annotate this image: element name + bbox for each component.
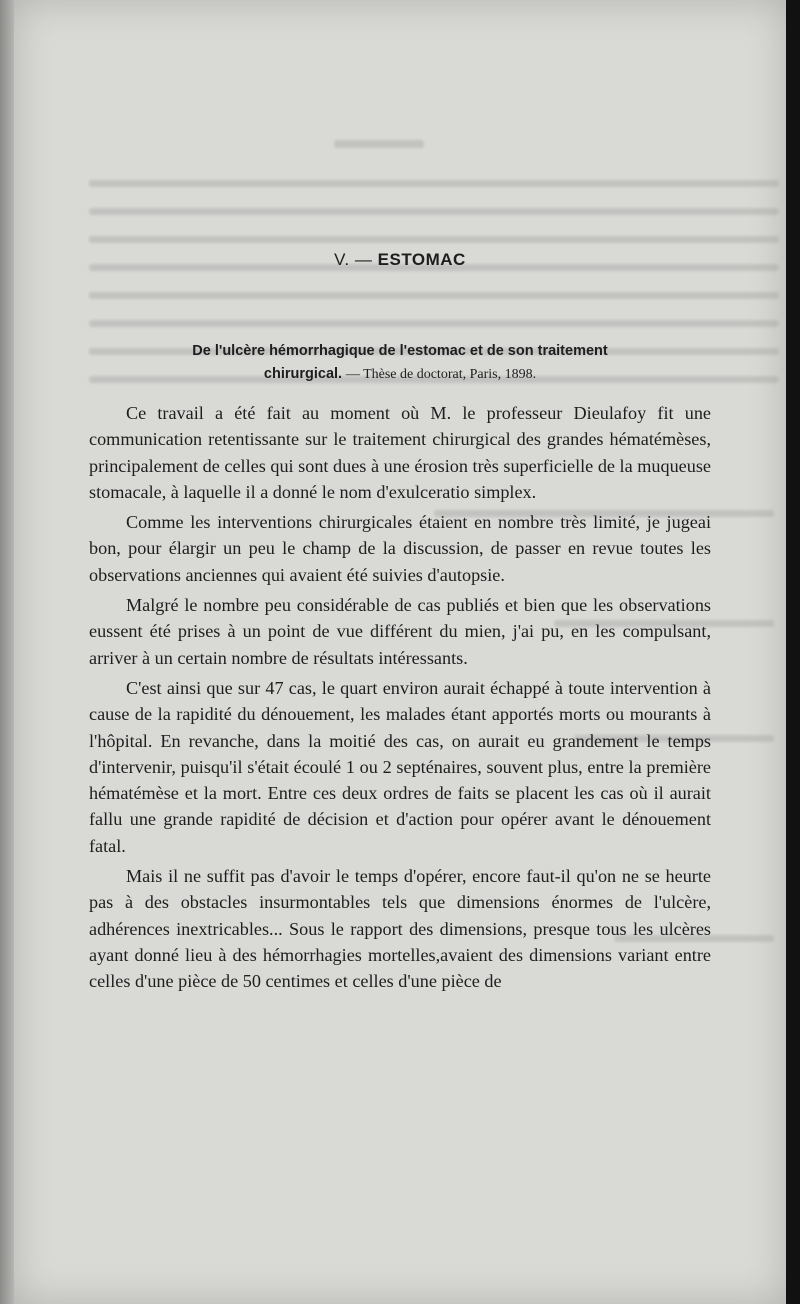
section-number: V. [334,250,350,269]
bibliographic-reference [89,340,711,386]
reference-title-line1: De l'ulcère hémorrhagique de l'estomac et de son traitement [192,343,608,359]
document-page [14,0,786,1304]
reference-title-line2: chirurgical. [263,366,343,382]
paragraph: Mais il ne suffit pas d'avoir le temps d'opérer, encore faut-il qu'on ne se heurte pas à des obstacles insurmontables tels que dimensions énormes de l'ulcère, adhérences inextricables... Sous le rapport des dimensions, presque tous les ulcères ayant donné lieu à des hémorrhagies mortelles,avaient des dimensions variant entre celles d'une pièce de 50 centimes et celles d'une pièce de [89,866,711,992]
reference-note: — Thèse de doctorat, Paris, 1898. [345,367,537,382]
body-text [89,400,711,999]
page-left-edge [0,0,14,1304]
section-title: ESTOMAC [377,250,466,269]
paragraph: Ce travail a été fait au moment où M. le professeur Dieulafoy fit une communication retentissante sur le traitement chirurgical des grandes hématémèses, principalement de celles qui sont dues à une érosion très superficielle de la muqueuse stomacale, à laquelle il a donné le nom d'exulceratio simplex. [89,403,711,502]
paragraph: Comme les interventions chirurgicales étaient en nombre très limité, je jugeai bon, pour élargir un peu le champ de la discussion, de passer en revue toutes les observations anciennes qui avaient été suivies d'autopsie. [89,512,711,585]
section-dash: — [354,250,373,269]
section-heading [89,250,711,270]
paragraph: Malgré le nombre peu considérable de cas publiés et bien que les observations eussent été prises à un point de vue différent du mien, j'ai pu, en les compulsant, arriver à un certain nombre de résultats intéressants. [89,595,711,668]
paragraph: C'est ainsi que sur 47 cas, le quart environ aurait échappé à toute intervention à cause de la rapidité du dénouement, les malades étant apportés morts ou mourants à l'hôpital. En revanche, dans la moitié des cas, on aurait eu grandement le temps d'intervenir, puisqu'il s'était écoulé 1 ou 2 septénaires, souvent plus, entre la première hématémèse et la mort. Entre ces deux ordres de faits se placent les cas où il aurait fallu une grande rapidité de décision et d'action pour opérer avant le dénouement fatal. [89,677,711,856]
page-right-edge [786,0,800,1304]
